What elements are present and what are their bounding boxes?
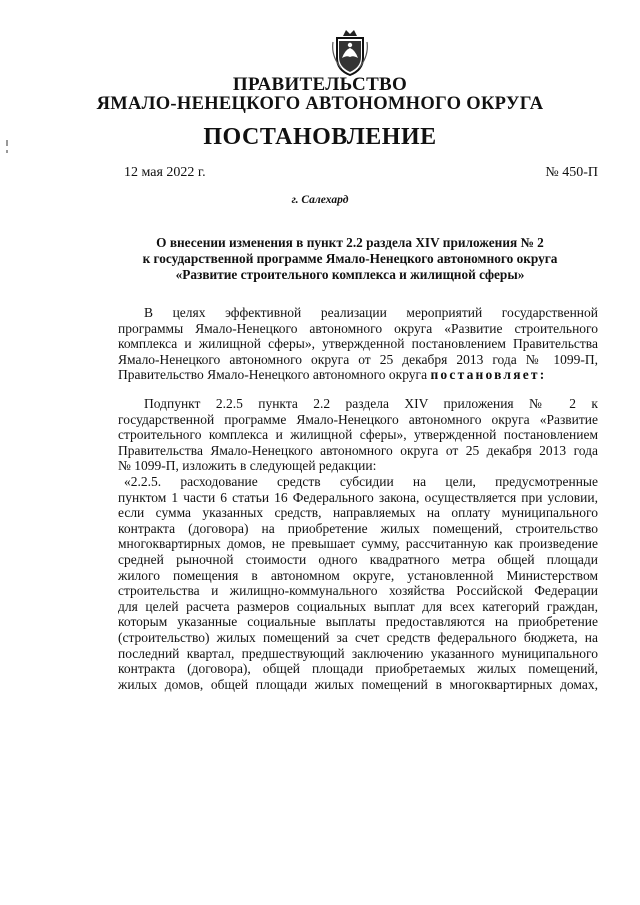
text-line: № 1099-П, изложить в следующей редакции: (118, 458, 377, 474)
text-line: жилого помещения в автономном округе, установленной Министерством (118, 567, 598, 583)
text-line: государственной программе Ямало-Ненецкого автономного округа «Развитие (118, 411, 598, 427)
text-line: контракта (договора), общей площади приобретаемых жилых помещений, (118, 661, 598, 677)
government-name-line2: ЯМАЛО-НЕНЕЦКОГО АВТОНОМНОГО ОКРУГА (96, 94, 544, 114)
decree-word: постановляет: (430, 367, 547, 383)
text-line: многоквартирных домов, не превышает сумму, рассчитанную как произведение (118, 536, 598, 552)
text-line: Правительства Ямало-Ненецкого автономного округа от 25 декабря 2013 года (118, 442, 598, 458)
text-line: если сумма указанных средств, направляемых на оплату муниципального (118, 505, 598, 521)
text-line: «2.2.5. расходование средств субсидии на цели, предусмотренные (124, 473, 598, 489)
text-line: комплекса и жилищной сферы», утвержденной постановлением Правительства (118, 336, 598, 352)
government-name-line1: ПРАВИТЕЛЬСТВО (232, 74, 408, 95)
text-line: последний квартал, предшествующий заключению указанного муниципального (118, 645, 598, 661)
text-line: жилых домов, общей площади жилых помещений в многоквартирных домах, (118, 676, 598, 692)
text-line: строительного комплекса и жилищной сферы», утвержденной постановлением (118, 427, 598, 443)
text-line (118, 367, 598, 383)
document-date: 12 мая 2022 г. (124, 165, 206, 180)
amendment-paragraph (118, 396, 598, 692)
text-line: Подпункт 2.2.5 пункта 2.2 раздела XIV приложения № 2 к (144, 396, 598, 411)
text-line: Ямало-Ненецкого автономного округа от 25 декабря 2013 года № 1099-П, (118, 351, 598, 367)
preamble-paragraph (118, 305, 598, 383)
title-line: «Развитие строительного комплекса и жилищной сферы» (175, 267, 525, 282)
title-line: О внесении изменения в пункт 2.2 раздела XIV приложения № 2 (156, 235, 544, 250)
coat-of-arms-emblem (331, 28, 369, 76)
scan-edge-mark (6, 140, 8, 146)
text-line: которым указанные социальные выплаты предоставляются на приобретение (118, 614, 598, 630)
document-city: г. Салехард (291, 194, 349, 206)
text-line: контракта (договора) на приобретение жилых помещений, строительство (118, 520, 598, 536)
text-line: строительства и жилищно-коммунального хозяйства Российской Федерации (118, 583, 598, 599)
scan-edge-mark (6, 150, 8, 153)
document-number: № 450-П (545, 165, 598, 180)
document-title (100, 235, 600, 283)
document-type: ПОСТАНОВЛЕНИЕ (203, 124, 437, 150)
emblem-icon (331, 28, 369, 76)
text-line: программы Ямало-Ненецкого автономного округа «Развитие строительного (118, 320, 598, 336)
text-line: пунктом 1 части 6 статьи 16 Федерального закона, осуществляется при условии, (118, 489, 598, 505)
text-line: (строительство) жилых помещений за счет средств федерального бюджета, на (118, 629, 598, 645)
text-line: В целях эффективной реализации мероприятий государственной (144, 305, 598, 320)
title-line: к государственной программе Ямало-Ненецкого автономного округа (142, 251, 558, 266)
text-line: для целей расчета размеров социальных выплат для всех категорий граждан, (118, 598, 598, 614)
text-line: средней рыночной стоимости одного квадратного метра общей площади (118, 551, 598, 567)
text-fragment: Правительство Ямало-Ненецкого автономного округа (118, 367, 431, 383)
